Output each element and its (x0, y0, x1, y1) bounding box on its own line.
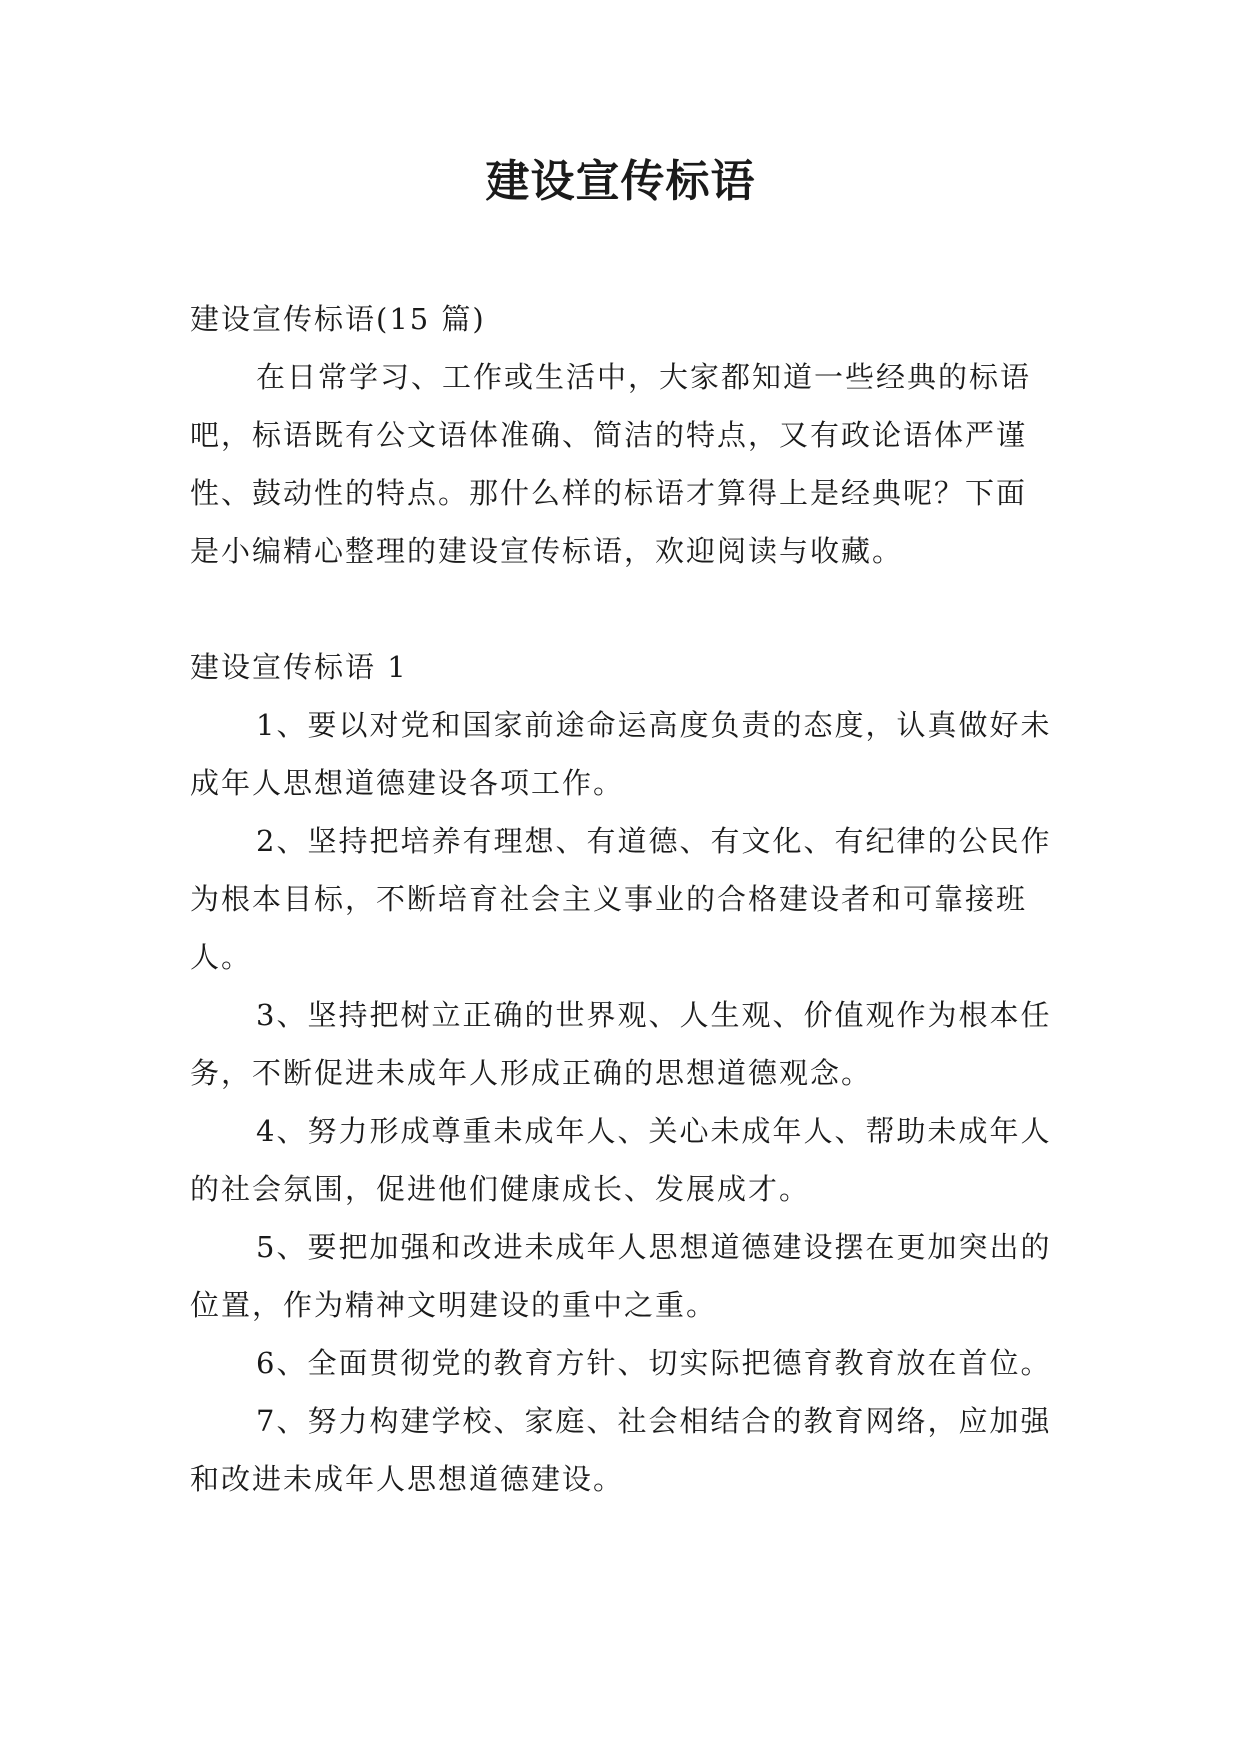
slogan-item-6: 6、全面贯彻党的教育方针、切实际把德育教育放在首位。 (256, 1346, 1052, 1380)
slogan-item-5: 5、要把加强和改进未成年人思想道德建设摆在更加突出的位置，作为精神文明建设的重中之重。 (190, 1230, 1052, 1322)
document-body (190, 290, 1054, 1508)
intro-paragraph: 在日常学习、工作或生活中，大家都知道一些经典的标语吧，标语既有公文语体准确、简洁的特点，又有政论语体严谨性、鼓动性的特点。那什么样的标语才算得上是经典呢？下面是小编精心整理的建设宣传标语，欢迎阅读与收藏。 (190, 360, 1032, 568)
slogan-item-3: 3、坚持把树立正确的世界观、人生观、价值观作为根本任务，不断促进未成年人形成正确的思想道德观念。 (190, 998, 1052, 1090)
slogan-item-7: 7、努力构建学校、家庭、社会相结合的教育网络，应加强和改进未成年人思想道德建设。 (190, 1404, 1052, 1496)
slogan-item-2: 2、坚持把培养有理想、有道德、有文化、有纪律的公民作为根本目标，不断培育社会主义事业的合格建设者和可靠接班人。 (190, 824, 1052, 974)
slogan-item-1: 1、要以对党和国家前途命运高度负责的态度，认真做好未成年人思想道德建设各项工作。 (190, 708, 1052, 800)
document-subtitle: 建设宣传标语(15 篇) (190, 302, 486, 336)
section-heading: 建设宣传标语 1 (190, 650, 408, 684)
document-title: 建设宣传标语 (485, 156, 756, 207)
slogan-item-4: 4、努力形成尊重未成年人、关心未成年人、帮助未成年人的社会氛围，促进他们健康成长、发展成才。 (190, 1114, 1052, 1206)
